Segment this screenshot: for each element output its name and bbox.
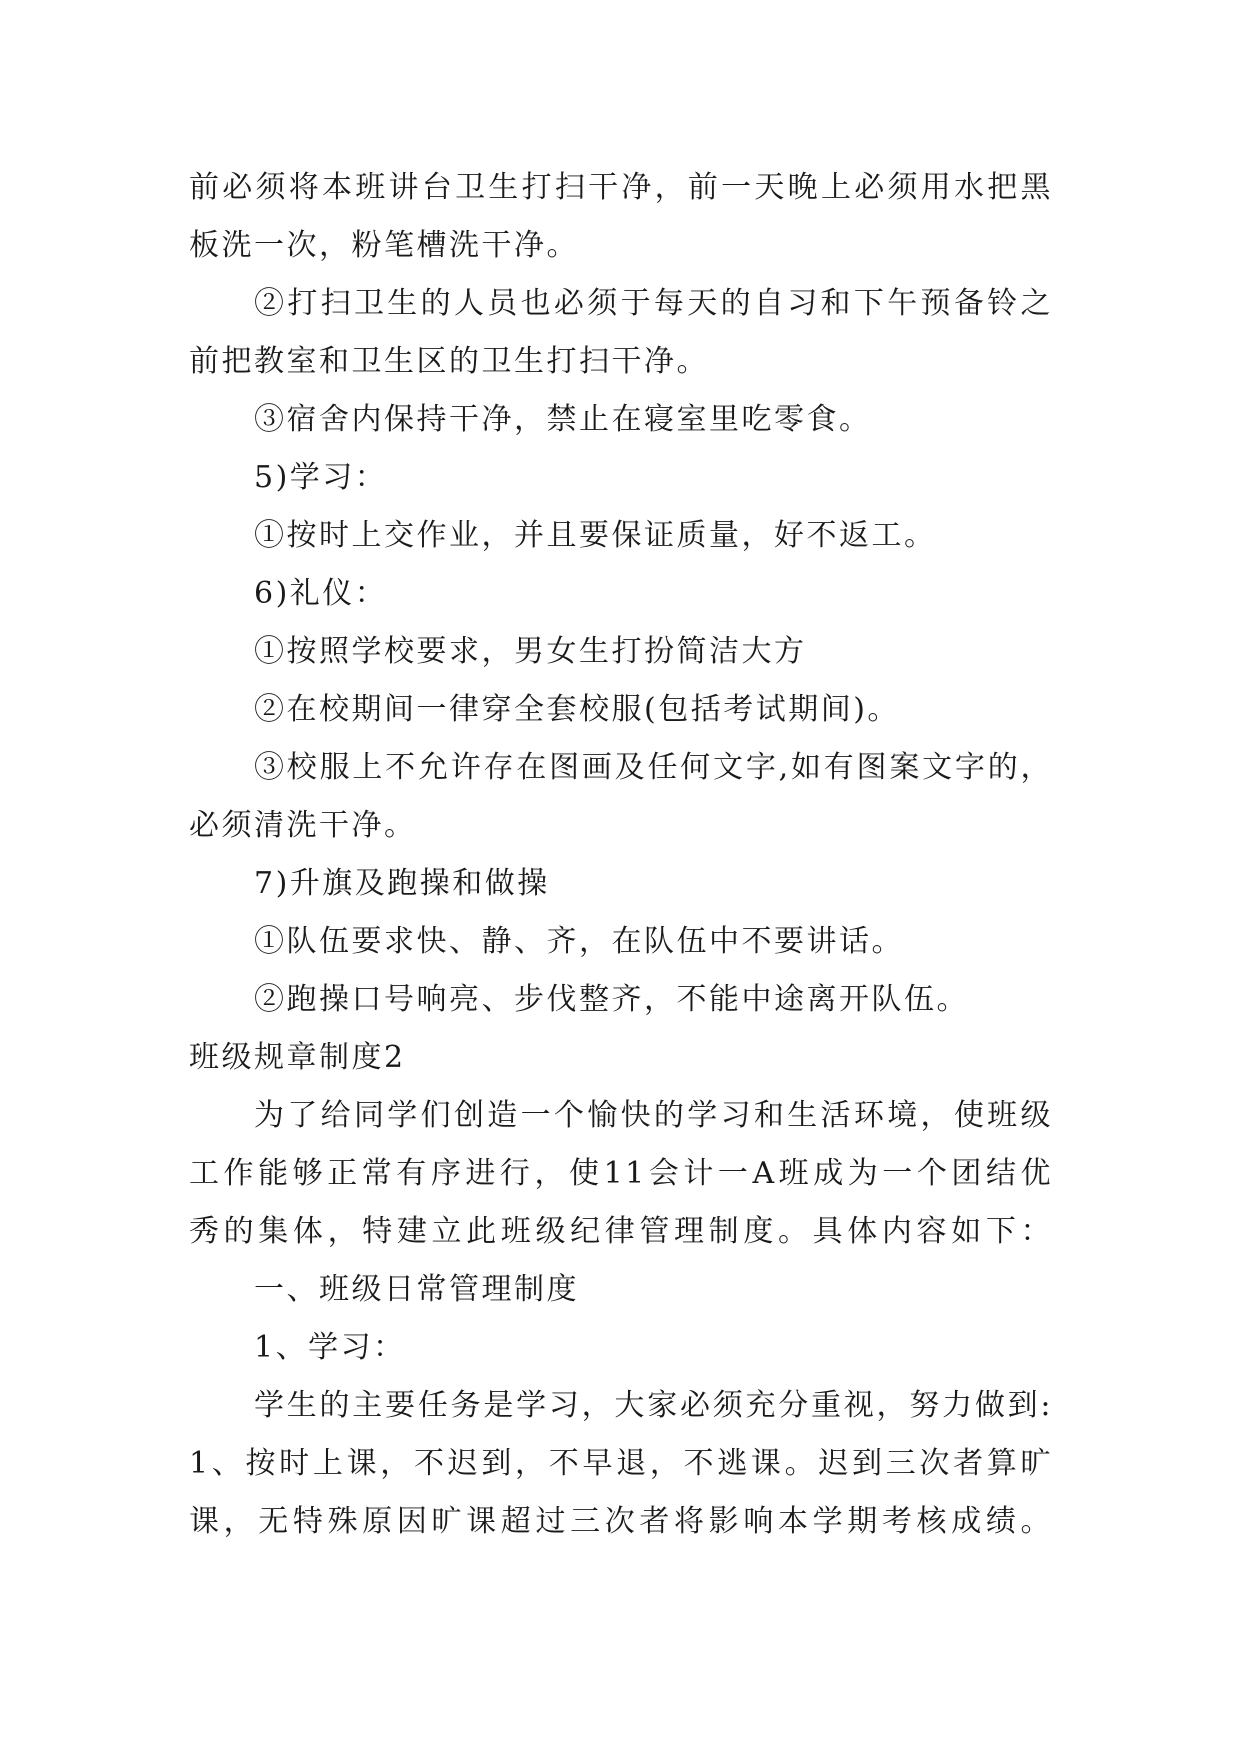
document-body: [189, 159, 1053, 1551]
paragraph-line: 学生的主要任务是学习，大家必须充分重视，努力做到:: [254, 1388, 1053, 1423]
subsection-heading: 7)升旗及跑操和做操: [254, 866, 550, 901]
list-item-line: ①队伍要求快、静、齐，在队伍中不要讲话。: [254, 924, 904, 959]
text-line: 必须清洗干净。: [189, 808, 417, 843]
list-item-line: ③校服上不允许存在图画及任何文字,如有图案文字的，: [254, 750, 1053, 785]
list-item-line: ②跑操口号响亮、步伐整齐，不能中途离开队伍。: [254, 982, 969, 1017]
paragraph-line: 课，无特殊原因旷课超过三次者将影响本学期考核成绩。: [189, 1504, 1053, 1539]
subsection-heading: 6)礼仪：: [254, 576, 388, 611]
list-item-line: ①按时上交作业，并且要保证质量，好不返工。: [254, 518, 937, 553]
list-item-line: ③宿舍内保持干净，禁止在寝室里吃零食。: [254, 402, 872, 437]
paragraph-line: 工作能够正常有序进行，使11会计一A班成为一个团结优: [189, 1156, 1053, 1191]
paragraph-line: 1、按时上课，不迟到，不早退，不逃课。迟到三次者算旷: [189, 1446, 1053, 1481]
paragraph-line: 秀的集体，特建立此班级纪律管理制度。具体内容如下：: [189, 1214, 1053, 1249]
text-line: 前必须将本班讲台卫生打扫干净，前一天晚上必须用水把黑: [189, 170, 1053, 205]
paragraph-line: 为了给同学们创造一个愉快的学习和生活环境，使班级: [254, 1098, 1053, 1133]
list-item-line: ①按照学校要求，男女生打扮简洁大方: [254, 634, 807, 669]
section-title: 班级规章制度2: [189, 1040, 406, 1075]
subsection-heading: 一、班级日常管理制度: [254, 1272, 579, 1307]
subsection-heading: 1、学习：: [254, 1330, 406, 1365]
subsection-heading: 5)学习：: [254, 460, 388, 495]
list-item-line: ②打扫卫生的人员也必须于每天的自习和下午预备铃之: [254, 286, 1053, 321]
list-item-line: ②在校期间一律穿全套校服(包括考试期间)。: [254, 692, 900, 727]
text-line: 板洗一次，粉笔槽洗干净。: [189, 228, 579, 263]
text-line: 前把教室和卫生区的卫生打扫干净。: [189, 344, 709, 379]
